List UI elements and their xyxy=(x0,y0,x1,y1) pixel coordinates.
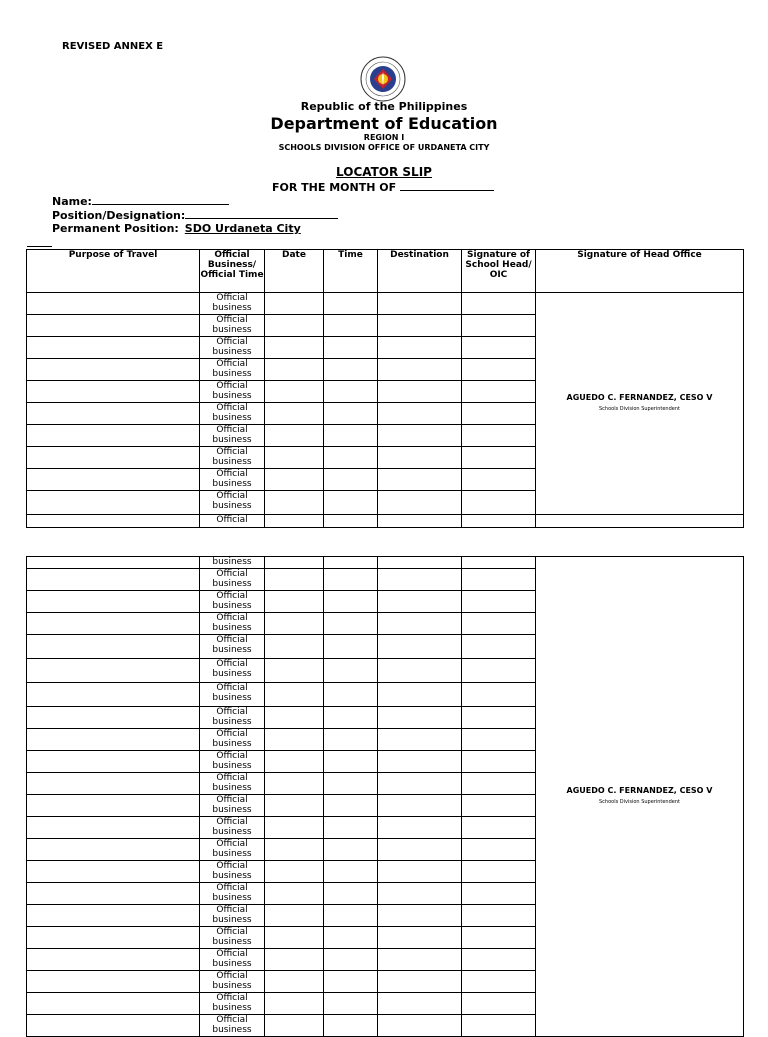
school-head-signature-cell[interactable] xyxy=(462,683,536,707)
official-business-cell: Official business xyxy=(200,569,265,591)
date-cell[interactable] xyxy=(265,949,324,971)
name-field xyxy=(52,194,229,208)
school-head-signature-cell[interactable] xyxy=(462,359,536,381)
school-head-signature-cell[interactable] xyxy=(462,707,536,729)
head-office-signature-cell[interactable] xyxy=(536,293,744,515)
purpose-cell[interactable] xyxy=(27,569,200,591)
purpose-cell[interactable] xyxy=(27,635,200,659)
locator-table-page-1 xyxy=(26,249,744,528)
time-cell[interactable] xyxy=(324,993,378,1015)
time-cell[interactable] xyxy=(324,447,378,469)
date-cell[interactable] xyxy=(265,569,324,591)
official-business-cell: Official business xyxy=(200,293,265,315)
school-head-signature-cell[interactable] xyxy=(462,469,536,491)
purpose-cell[interactable] xyxy=(27,469,200,491)
school-head-signature-cell[interactable] xyxy=(462,927,536,949)
permanent-position-label: Permanent Position: xyxy=(52,222,179,235)
head-office-signature-cell[interactable] xyxy=(536,515,744,528)
date-cell[interactable] xyxy=(265,659,324,683)
school-head-signature-cell[interactable] xyxy=(462,315,536,337)
time-cell[interactable] xyxy=(324,927,378,949)
purpose-cell[interactable] xyxy=(27,591,200,613)
time-cell[interactable] xyxy=(324,861,378,883)
purpose-cell[interactable] xyxy=(27,683,200,707)
destination-cell[interactable] xyxy=(378,883,462,905)
official-business-cell: Official business xyxy=(200,773,265,795)
school-head-signature-cell[interactable] xyxy=(462,993,536,1015)
time-cell[interactable] xyxy=(324,659,378,683)
destination-cell[interactable] xyxy=(378,861,462,883)
date-cell[interactable] xyxy=(265,359,324,381)
divider-line xyxy=(27,246,52,247)
deped-seal-icon xyxy=(360,56,406,102)
official-business-cell: Official business xyxy=(200,337,265,359)
destination-cell[interactable] xyxy=(378,659,462,683)
purpose-cell[interactable] xyxy=(27,381,200,403)
official-business-cell: Official business xyxy=(200,795,265,817)
purpose-cell[interactable] xyxy=(27,293,200,315)
header-time: Time xyxy=(324,250,378,293)
time-cell[interactable] xyxy=(324,557,378,569)
destination-cell[interactable] xyxy=(378,817,462,839)
header-destination: Destination xyxy=(378,250,462,293)
destination-cell[interactable] xyxy=(378,425,462,447)
official-business-cell: Official business xyxy=(200,659,265,683)
date-cell[interactable] xyxy=(265,447,324,469)
date-cell[interactable] xyxy=(265,515,324,528)
date-cell[interactable] xyxy=(265,927,324,949)
destination-cell[interactable] xyxy=(378,729,462,751)
time-cell[interactable] xyxy=(324,491,378,515)
school-head-signature-cell[interactable] xyxy=(462,447,536,469)
time-cell[interactable] xyxy=(324,403,378,425)
table-header-row xyxy=(27,250,744,293)
school-head-signature-cell[interactable] xyxy=(462,817,536,839)
purpose-cell[interactable] xyxy=(27,425,200,447)
month-label: FOR THE MONTH OF xyxy=(272,181,400,194)
header-official: Official Business/ Official Time xyxy=(200,250,265,293)
date-cell[interactable] xyxy=(265,993,324,1015)
destination-cell[interactable] xyxy=(378,773,462,795)
destination-cell[interactable] xyxy=(378,515,462,528)
purpose-cell[interactable] xyxy=(27,773,200,795)
official-business-cell: Official business xyxy=(200,1015,265,1037)
time-cell[interactable] xyxy=(324,591,378,613)
destination-cell[interactable] xyxy=(378,491,462,515)
date-cell[interactable] xyxy=(265,795,324,817)
official-business-cell: Official business xyxy=(200,315,265,337)
time-cell[interactable] xyxy=(324,751,378,773)
official-business-cell: Official business xyxy=(200,883,265,905)
purpose-cell[interactable] xyxy=(27,515,200,528)
official-business-cell: Official business xyxy=(200,971,265,993)
school-head-signature-cell[interactable] xyxy=(462,515,536,528)
school-head-signature-cell[interactable] xyxy=(462,557,536,569)
table-row xyxy=(27,557,744,569)
school-head-signature-cell[interactable] xyxy=(462,839,536,861)
official-business-cell: Official business xyxy=(200,707,265,729)
locator-table-page-2 xyxy=(26,556,744,1037)
school-head-signature-cell[interactable] xyxy=(462,949,536,971)
destination-cell[interactable] xyxy=(378,359,462,381)
date-cell[interactable] xyxy=(265,905,324,927)
date-cell[interactable] xyxy=(265,817,324,839)
date-cell[interactable] xyxy=(265,293,324,315)
purpose-cell[interactable] xyxy=(27,905,200,927)
purpose-cell[interactable] xyxy=(27,817,200,839)
date-cell[interactable] xyxy=(265,381,324,403)
official-business-cell: Official business xyxy=(200,751,265,773)
destination-cell[interactable] xyxy=(378,293,462,315)
purpose-cell[interactable] xyxy=(27,971,200,993)
date-cell[interactable] xyxy=(265,729,324,751)
destination-cell[interactable] xyxy=(378,315,462,337)
destination-cell[interactable] xyxy=(378,683,462,707)
date-cell[interactable] xyxy=(265,491,324,515)
time-cell[interactable] xyxy=(324,613,378,635)
school-head-signature-cell[interactable] xyxy=(462,795,536,817)
date-cell[interactable] xyxy=(265,613,324,635)
time-cell[interactable] xyxy=(324,729,378,751)
time-cell[interactable] xyxy=(324,905,378,927)
date-cell[interactable] xyxy=(265,683,324,707)
time-cell[interactable] xyxy=(324,683,378,707)
purpose-cell[interactable] xyxy=(27,659,200,683)
date-cell[interactable] xyxy=(265,591,324,613)
date-cell[interactable] xyxy=(265,971,324,993)
destination-cell[interactable] xyxy=(378,557,462,569)
destination-cell[interactable] xyxy=(378,795,462,817)
date-cell[interactable] xyxy=(265,1015,324,1037)
official-business-cell: Official business xyxy=(200,469,265,491)
school-head-signature-cell[interactable] xyxy=(462,883,536,905)
destination-cell[interactable] xyxy=(378,1015,462,1037)
date-cell[interactable] xyxy=(265,557,324,569)
purpose-cell[interactable] xyxy=(27,993,200,1015)
purpose-cell[interactable] xyxy=(27,447,200,469)
date-cell[interactable] xyxy=(265,425,324,447)
official-business-cell: Official business xyxy=(200,447,265,469)
purpose-cell[interactable] xyxy=(27,613,200,635)
time-cell[interactable] xyxy=(324,293,378,315)
date-cell[interactable] xyxy=(265,403,324,425)
purpose-cell[interactable] xyxy=(27,491,200,515)
school-head-signature-cell[interactable] xyxy=(462,773,536,795)
time-cell[interactable] xyxy=(324,707,378,729)
official-business-cell: Official business xyxy=(200,861,265,883)
school-head-signature-cell[interactable] xyxy=(462,659,536,683)
purpose-cell[interactable] xyxy=(27,927,200,949)
time-cell[interactable] xyxy=(324,337,378,359)
official-business-cell: Official business xyxy=(200,993,265,1015)
official-business-cell: Official business xyxy=(200,491,265,515)
school-head-signature-cell[interactable] xyxy=(462,861,536,883)
division-heading: SCHOOLS DIVISION OFFICE OF URDANETA CITY xyxy=(278,143,490,152)
destination-cell[interactable] xyxy=(378,337,462,359)
destination-cell[interactable] xyxy=(378,993,462,1015)
official-business-cell: business xyxy=(200,557,265,569)
position-field xyxy=(52,208,338,222)
school-head-signature-cell[interactable] xyxy=(462,751,536,773)
destination-cell[interactable] xyxy=(378,447,462,469)
month-field xyxy=(272,180,494,194)
table-row xyxy=(27,293,744,315)
destination-cell[interactable] xyxy=(378,905,462,927)
official-business-cell: Official business xyxy=(200,683,265,707)
school-head-signature-cell[interactable] xyxy=(462,491,536,515)
time-cell[interactable] xyxy=(324,773,378,795)
time-cell[interactable] xyxy=(324,635,378,659)
time-cell[interactable] xyxy=(324,315,378,337)
school-head-signature-cell[interactable] xyxy=(462,729,536,751)
purpose-cell[interactable] xyxy=(27,839,200,861)
time-cell[interactable] xyxy=(324,883,378,905)
official-business-cell: Official xyxy=(200,515,265,528)
school-head-signature-cell[interactable] xyxy=(462,337,536,359)
date-cell[interactable] xyxy=(265,883,324,905)
official-business-cell: Official business xyxy=(200,839,265,861)
purpose-cell[interactable] xyxy=(27,337,200,359)
time-cell[interactable] xyxy=(324,425,378,447)
form-title: LOCATOR SLIP xyxy=(336,165,432,179)
purpose-cell[interactable] xyxy=(27,861,200,883)
official-business-cell: Official business xyxy=(200,905,265,927)
republic-heading: Republic of the Philippines xyxy=(300,100,468,113)
school-head-signature-cell[interactable] xyxy=(462,905,536,927)
position-blank[interactable] xyxy=(185,208,338,219)
destination-cell[interactable] xyxy=(378,381,462,403)
time-cell[interactable] xyxy=(324,515,378,528)
permanent-position-field xyxy=(52,222,301,235)
destination-cell[interactable] xyxy=(378,839,462,861)
time-cell[interactable] xyxy=(324,359,378,381)
time-cell[interactable] xyxy=(324,817,378,839)
time-cell[interactable] xyxy=(324,381,378,403)
purpose-cell[interactable] xyxy=(27,315,200,337)
purpose-cell[interactable] xyxy=(27,1015,200,1037)
date-cell[interactable] xyxy=(265,337,324,359)
date-cell[interactable] xyxy=(265,635,324,659)
time-cell[interactable] xyxy=(324,971,378,993)
school-head-signature-cell[interactable] xyxy=(462,425,536,447)
school-head-signature-cell[interactable] xyxy=(462,1015,536,1037)
header-date: Date xyxy=(265,250,324,293)
official-business-cell: Official business xyxy=(200,949,265,971)
header-school-head: Signature of School Head/ OIC xyxy=(462,250,536,293)
permanent-position-value: SDO Urdaneta City xyxy=(184,222,301,235)
official-business-cell: Official business xyxy=(200,729,265,751)
name-blank[interactable] xyxy=(92,194,229,205)
signatory-name: AGUEDO C. FERNANDEZ, CESO V xyxy=(566,786,713,795)
destination-cell[interactable] xyxy=(378,591,462,613)
purpose-cell[interactable] xyxy=(27,751,200,773)
purpose-cell[interactable] xyxy=(27,949,200,971)
purpose-cell[interactable] xyxy=(27,359,200,381)
purpose-cell[interactable] xyxy=(27,883,200,905)
school-head-signature-cell[interactable] xyxy=(462,635,536,659)
time-cell[interactable] xyxy=(324,469,378,491)
head-office-signature-cell[interactable] xyxy=(536,557,744,1037)
date-cell[interactable] xyxy=(265,707,324,729)
annex-label: REVISED ANNEX E xyxy=(62,41,164,52)
purpose-cell[interactable] xyxy=(27,707,200,729)
destination-cell[interactable] xyxy=(378,469,462,491)
purpose-cell[interactable] xyxy=(27,795,200,817)
school-head-signature-cell[interactable] xyxy=(462,591,536,613)
school-head-signature-cell[interactable] xyxy=(462,569,536,591)
destination-cell[interactable] xyxy=(378,403,462,425)
purpose-cell[interactable] xyxy=(27,403,200,425)
official-business-cell: Official business xyxy=(200,613,265,635)
official-business-cell: Official business xyxy=(200,381,265,403)
destination-cell[interactable] xyxy=(378,751,462,773)
destination-cell[interactable] xyxy=(378,613,462,635)
school-head-signature-cell[interactable] xyxy=(462,381,536,403)
school-head-signature-cell[interactable] xyxy=(462,293,536,315)
official-business-cell: Official business xyxy=(200,403,265,425)
time-cell[interactable] xyxy=(324,1015,378,1037)
department-heading: Department of Education xyxy=(270,114,498,133)
school-head-signature-cell[interactable] xyxy=(462,403,536,425)
table-row xyxy=(27,515,744,528)
date-cell[interactable] xyxy=(265,839,324,861)
purpose-cell[interactable] xyxy=(27,729,200,751)
date-cell[interactable] xyxy=(265,469,324,491)
position-label: Position/Designation: xyxy=(52,209,186,222)
destination-cell[interactable] xyxy=(378,971,462,993)
school-head-signature-cell[interactable] xyxy=(462,613,536,635)
header-head-office: Signature of Head Office xyxy=(536,250,744,293)
date-cell[interactable] xyxy=(265,751,324,773)
name-label: Name: xyxy=(52,195,92,208)
official-business-cell: Official business xyxy=(200,591,265,613)
official-business-cell: Official business xyxy=(200,927,265,949)
destination-cell[interactable] xyxy=(378,569,462,591)
destination-cell[interactable] xyxy=(378,707,462,729)
official-business-cell: Official business xyxy=(200,425,265,447)
destination-cell[interactable] xyxy=(378,949,462,971)
time-cell[interactable] xyxy=(324,949,378,971)
date-cell[interactable] xyxy=(265,773,324,795)
region-heading: REGION I xyxy=(363,133,405,142)
official-business-cell: Official business xyxy=(200,817,265,839)
header-purpose: Purpose of Travel xyxy=(27,250,200,293)
signatory-title: Schools Division Superintendent xyxy=(599,799,680,805)
date-cell[interactable] xyxy=(265,315,324,337)
time-cell[interactable] xyxy=(324,569,378,591)
school-head-signature-cell[interactable] xyxy=(462,971,536,993)
signatory-title: Schools Division Superintendent xyxy=(599,406,680,412)
destination-cell[interactable] xyxy=(378,927,462,949)
destination-cell[interactable] xyxy=(378,635,462,659)
time-cell[interactable] xyxy=(324,795,378,817)
month-blank[interactable] xyxy=(400,180,494,191)
official-business-cell: Official business xyxy=(200,635,265,659)
date-cell[interactable] xyxy=(265,861,324,883)
signatory-name: AGUEDO C. FERNANDEZ, CESO V xyxy=(566,393,713,402)
official-business-cell: Official business xyxy=(200,359,265,381)
purpose-cell[interactable] xyxy=(27,557,200,569)
time-cell[interactable] xyxy=(324,839,378,861)
